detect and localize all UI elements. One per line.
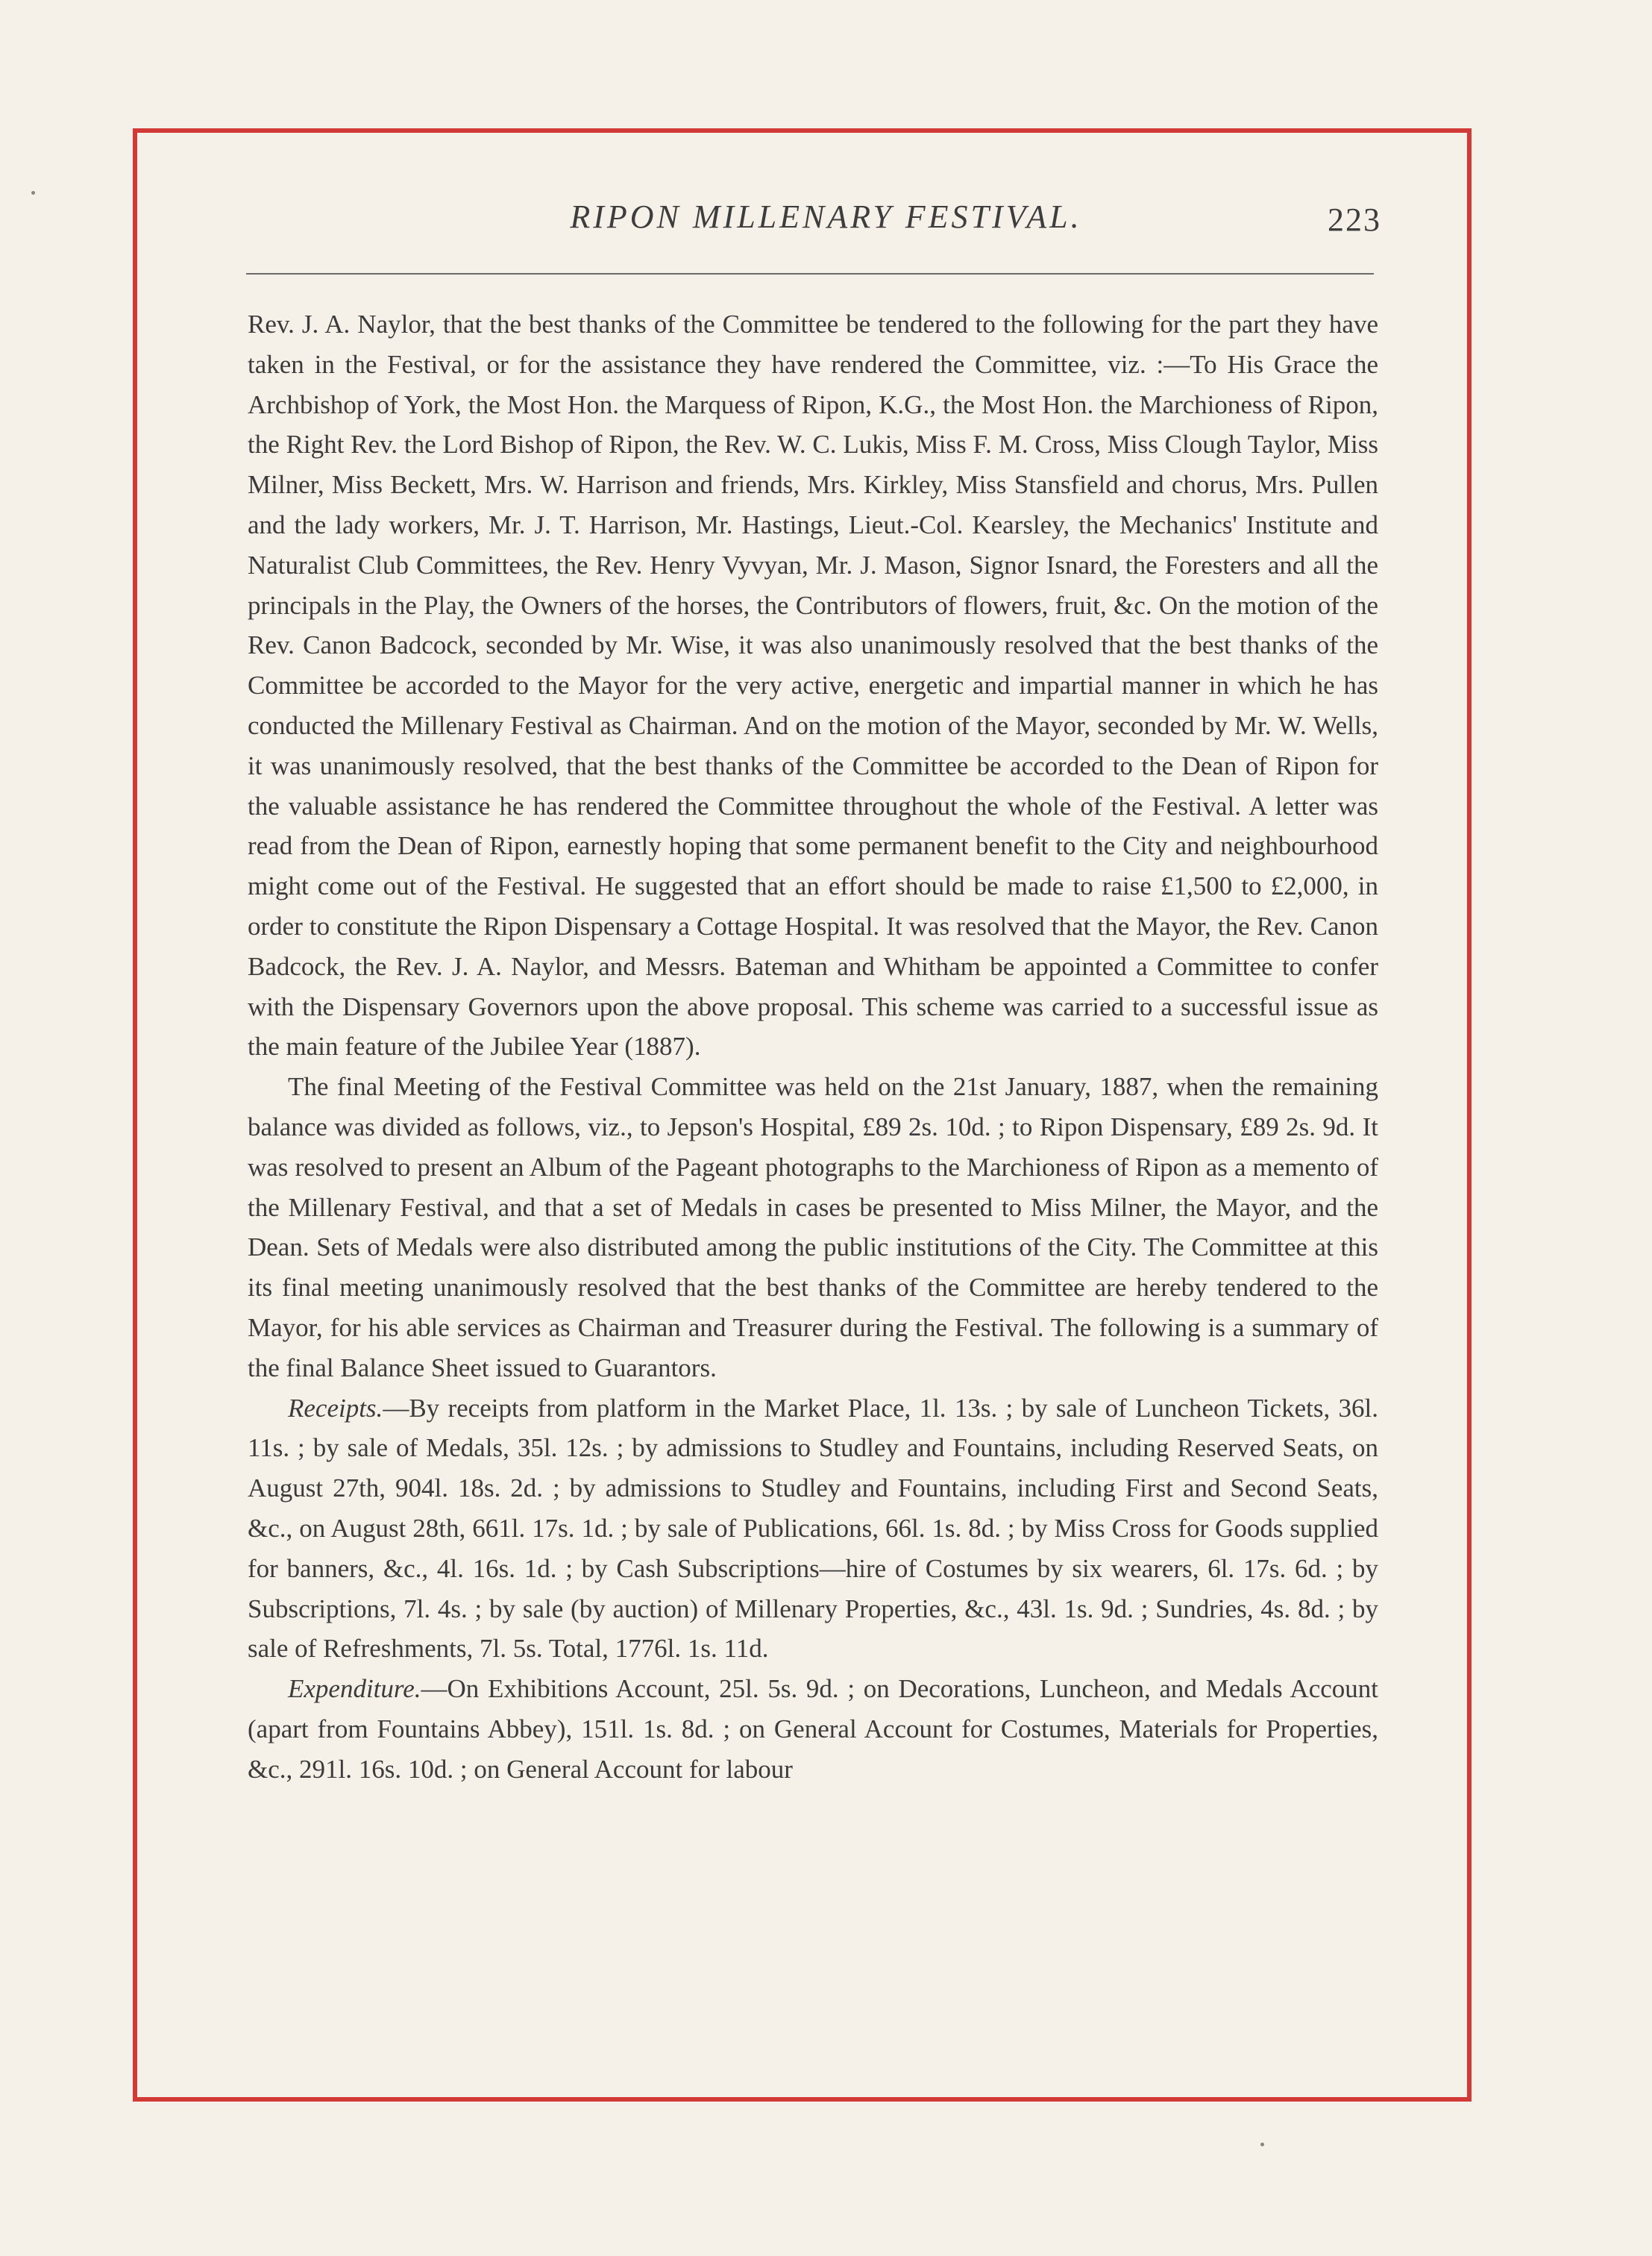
page-header (0, 198, 1652, 242)
paragraph-receipts (248, 1388, 1378, 1670)
page-number: 223 (1328, 201, 1381, 238)
expenditure-label: Expenditure. (288, 1674, 421, 1704)
margin-speck (31, 191, 35, 195)
margin-speck (1260, 2143, 1264, 2146)
paragraph-resolutions: Rev. J. A. Naylor, that the best thanks of the Committee be tendered to the following for the part they have taken in the Festival, or for the assistance they have rendered the Committee, viz. :—To His Grace the Archbishop of York, the Most Hon. the Marquess of Ripon, K.G., the Most Hon. the Marchioness of Ripon, the Right Rev. the Lord Bishop of Ripon, the Rev. W. C. Lukis, Miss F. M. Cross, Miss Clough Taylor, Miss Milner, Miss Beckett, Mrs. W. Harrison and friends, Mrs. Kirkley, Miss Stansfield and chorus, Mrs. Pullen and the lady workers, Mr. J. T. Harrison, Mr. Hastings, Lieut.-Col. Kearsley, the Mechanics' Institute and Naturalist Club Committees, the Rev. Henry Vyvyan, Mr. J. Mason, Signor Isnard, the Foresters and all the principals in the Play, the Owners of the horses, the Contributors of flowers, fruit, &c. On the motion of the Rev. Canon Badcock, seconded by Mr. Wise, it was also unanimously resolved that the best thanks of the Committee be accorded to the Mayor for the very active, energetic and impartial manner in which he has conducted the Millenary Festival as Chairman. And on the motion of the Mayor, seconded by Mr. W. Wells, it was unanimously resolved, that the best thanks of the Committee be accorded to the Dean of Ripon for the valuable assistance he has rendered the Committee throughout the whole of the Festival. A letter was read from the Dean of Ripon, earnestly hoping that some permanent benefit to the City and neighbourhood might come out of the Festival. He suggested that an effort should be made to raise £1,500 to £2,000, in order to constitute the Ripon Dispensary a Cottage Hospital. It was resolved that the Mayor, the Rev. Canon Badcock, the Rev. J. A. Naylor, and Messrs. Bateman and Whitham be appointed a Committee to confer with the Dispensary Governors upon the above proposal. This scheme was carried to a successful issue as the main feature of the Jubilee Year (1887). (248, 310, 1378, 1062)
receipts-label: Receipts. (288, 1393, 383, 1423)
paragraph-final-meeting: The final Meeting of the Festival Committee was held on the 21st January, 1887, when the remaining balance was divided as follows, viz., to Jepson's Hospital, £89 2s. 10d. ; to Ripon Dispensary, £89 2s. 9d. It was resolved to present an Album of the Pageant photographs to the Marchioness of Ripon as a memento of the Millenary Festival, and that a set of Medals in cases be presented to Miss Milner, the Mayor, and the Dean. Sets of Medals were also distributed among the public institutions of the City. The Committee at this its final meeting unanimously resolved that the best thanks of the Committee are hereby tendered to the Mayor, for his able services as Chairman and Treasurer during the Festival. The following is a summary of the final Balance Sheet issued to Guarantors. (248, 1072, 1378, 1382)
header-rule (246, 273, 1374, 275)
body-text (248, 304, 1378, 1789)
receipts-text: —By receipts from platform in the Market Place, 1l. 13s. ; by sale of Luncheon Tickets, 36l. 11s. ; by sale of Medals, 35l. 12s. ; by admissions to Studley and Fountains, including Reserved Seats, on August 27th, 904l. 18s. 2d. ; by admissions to Studley and Fountains, including First and Second Seats, &c., on August 28th, 661l. 17s. 1d. ; by sale of Publications, 66l. 1s. 8d. ; by Miss Cross for Goods supplied for banners, &c., 4l. 16s. 1d. ; by Cash Subscriptions—hire of Costumes by six wearers, 6l. 17s. 6d. ; by Subscriptions, 7l. 4s. ; by sale (by auction) of Millenary Properties, &c., 43l. 1s. 9d. ; Sundries, 4s. 8d. ; by sale of Refreshments, 7l. 5s. Total, 1776l. 1s. 11d. (248, 1393, 1378, 1664)
running-title: RIPON MILLENARY FESTIVAL. (570, 198, 1082, 235)
paragraph-expenditure (248, 1669, 1378, 1789)
expenditure-text: —On Exhibitions Account, 25l. 5s. 9d. ; on Decorations, Luncheon, and Medals Account (apart from Fountains Abbey), 151l. 1s. 8d. ; on General Account for Costumes, Materials for Properties, &c., 291l. 16s. 10d. ; on General Account for labour (248, 1674, 1378, 1784)
